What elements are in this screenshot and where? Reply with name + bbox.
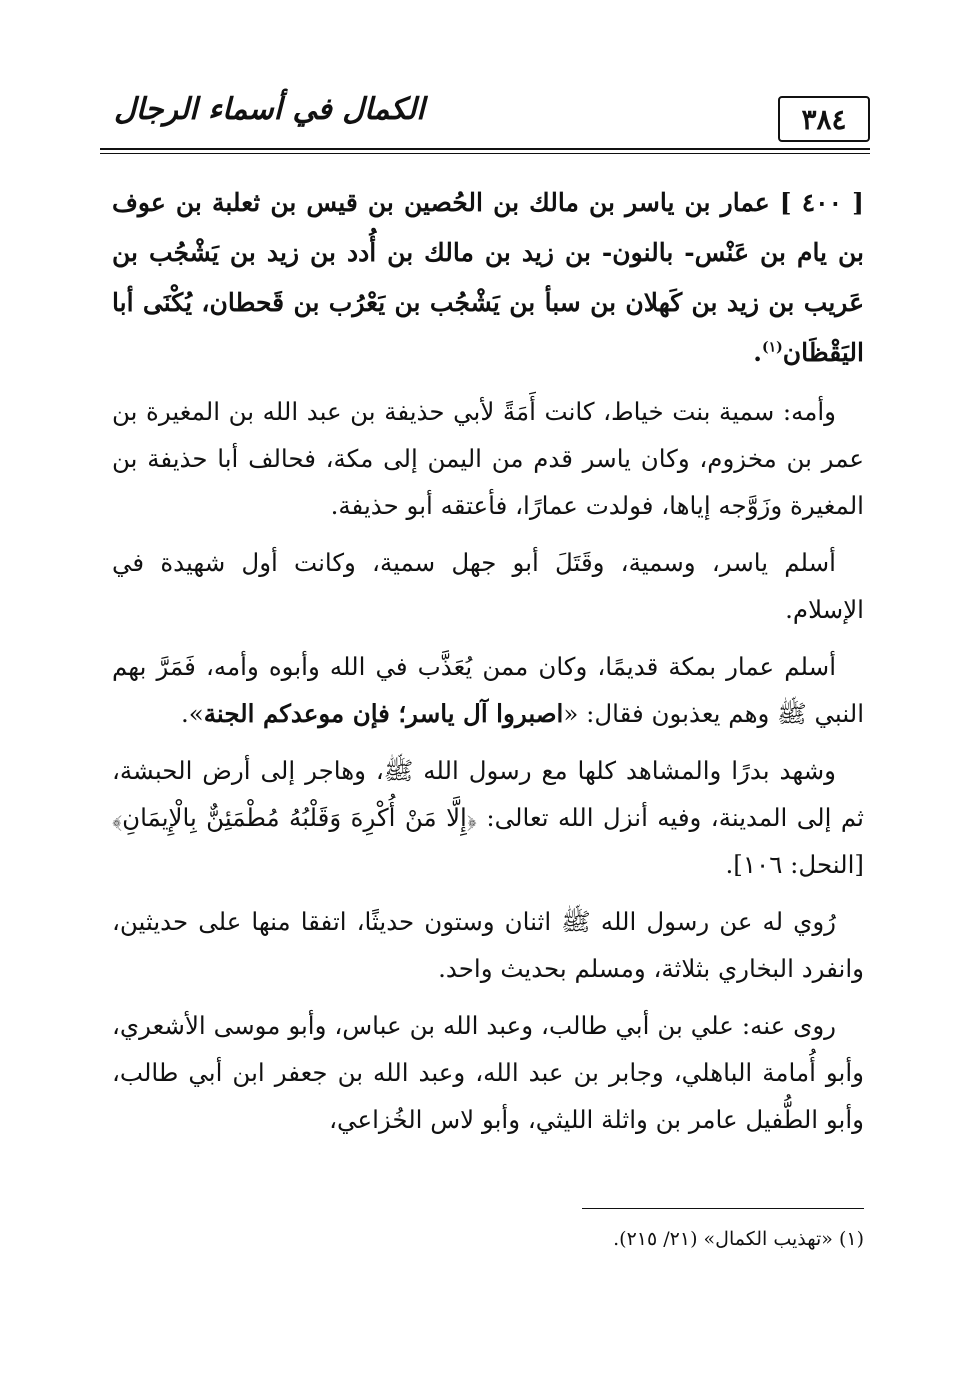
paragraph-narrations: رُوي له عن رسول الله ﷺ اثنان وستون حديثًا، اتفقا منها على حديثين، وانفرد البخاري بثلاثة، ومسلم بحديث واحد. — [112, 907, 864, 983]
entry-end: . — [753, 338, 762, 367]
entry-heading — [112, 178, 864, 378]
paragraph-islam-yasir: أسلم ياسر، وسمية، وقَتَلَ أبو جهل سمية، وكانت أول شهيدة في الإسلام. — [112, 548, 864, 624]
hadith-quote: اصبروا آل ياسر؛ فإن موعدكم الجنة — [203, 699, 564, 728]
page-number: ٣٨٤ — [778, 96, 870, 142]
footnote-marker: (١) — [761, 339, 783, 356]
p3-before: أسلم عمار بمكة قديمًا، وكان ممن يُعَذَّب في الله وأبوه وأمه، فَمَرَّ بهم النبي ﷺ وهم يعذبون فقال: « — [112, 652, 864, 728]
page-header — [100, 92, 870, 154]
page-body — [112, 178, 864, 1153]
paragraph-narrators: روى عنه: علي بن أبي طالب، وعبد الله بن عباس، وأبو موسى الأشعري، وأبو أُمامة الباهلي، وجابر بن عبد الله، وعبد الله بن جعفر ابن أبي طالب، وأبو الطُّفيل عامر بن واثلة الليثي، وأبو لاس الخُزاعي، — [112, 1011, 864, 1134]
footnote: (١) «تهذيب الكمال» (٢١/ ٢١٥). — [613, 1228, 864, 1250]
paragraph-islam-ammar — [112, 643, 864, 737]
header-rule — [100, 148, 870, 150]
header-rule-thin — [100, 153, 870, 154]
p3-after: ». — [181, 699, 204, 728]
paragraph-mother: وأمه: سمية بنت خياط، كانت أَمَةً لأبي حذيفة بن عبد الله بن المغيرة بن عمر بن مخزوم، وكان ياسر قدم من اليمن إلى مكة، فحالف أبا حذيفة بن المغيرة وزَوَّجه إياها، فولدت عمارًا، فأعتقه أبو حذيفة. — [112, 397, 864, 520]
entry-text: [ ٤٠٠ ] عمار بن ياسر بن مالك بن الحُصين بن قيس بن ثعلبة بن عوف بن يام بن عَنْس- بالنون- بن زيد بن مالك بن أُدد بن زيد بن يَشْجُب بن عَريب بن زيد بن كَهلان بن سبأ بن يَشْجُب بن يَعْرُب بن قَحطان، يُكْنَى أبا اليَقْظَان — [112, 188, 864, 367]
book-title: الكمال في أسماء الرجال — [114, 92, 425, 127]
paragraph-battles: وشهد بدرًا والمشاهد كلها مع رسول الله ﷺ، وهاجر إلى أرض الحبشة، ثم إلى المدينة، وفيه أنزل الله تعالى: ﴿إِلَّا مَنْ أُكْرِهَ وَقَلْبُهُ مُطْمَئِنٌّ بِالْإِيمَانِ﴾ [النحل: ١٠٦]. — [112, 756, 864, 879]
footnote-rule — [582, 1208, 864, 1209]
